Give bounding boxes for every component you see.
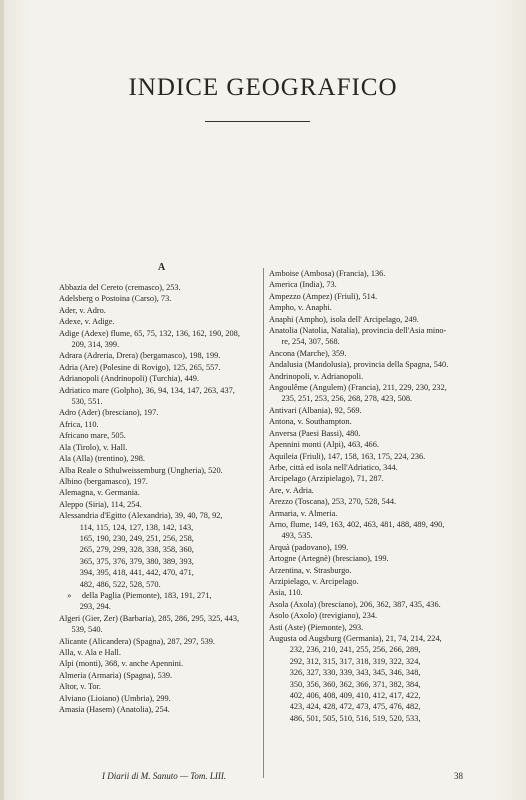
index-entry: Ampho, v. Anaphi. [269, 303, 332, 313]
index-entry: Adige (Adexe) flume, 65, 75, 132, 136, 162, 190, 208, [59, 328, 240, 338]
index-entry: Augusta od Augsburg (Germania), 21, 74, 214, 224, [269, 634, 442, 643]
index-entry: Africa, 110. [59, 419, 99, 429]
index-entry: Ampezzo (Ampez) (Friuli), 514. [269, 291, 378, 301]
index-entry: Alessandria d'Egitto (Alexandria), 39, 40, 78, 92, [59, 511, 223, 521]
index-column-left [59, 282, 259, 715]
index-entry: 232, 236, 210, 241, 255, 256, 266, 289, [269, 645, 421, 655]
index-entry: Amboise (Ambosa) (Francia), 136. [269, 269, 386, 278]
index-entry: 326, 327, 330, 339, 343, 345, 346, 348, [269, 668, 421, 678]
index-entry: Asolo (Axolo) (trevigiano), 234. [269, 611, 378, 621]
index-column-right [269, 268, 484, 724]
index-entry: Anversa (Paesi Bassi), 480. [269, 428, 361, 438]
index-entry: » della Paglia (Piemonte), 183, 191, 271, [59, 590, 212, 600]
index-entry: Adrianopoli (Andrinopoli) (Turchia), 449. [59, 374, 200, 384]
index-entry: Aleppo (Siria), 114, 254. [59, 499, 142, 509]
index-entry: Andalusia (Mandolusia), provincia della Spagna, 540. [269, 360, 449, 370]
index-entry: 114, 115, 124, 127, 138, 142, 143, [59, 522, 194, 532]
index-entry: re, 254, 307, 568. [269, 337, 340, 347]
index-entry: Albino (bergamasco), 197. [59, 476, 148, 486]
index-entry: 165, 190, 230, 249, 251, 256, 258, [59, 533, 194, 543]
index-entry: Angoulême (Angulem) (Francia), 211, 229, 230, 232, [269, 383, 447, 393]
index-entry: 482, 486, 522, 528, 570. [59, 579, 161, 589]
index-entry: Adriatico mare (Golpho), 36, 94, 134, 147, 263, 437, [59, 385, 235, 395]
index-entry: 293, 294. [59, 602, 111, 612]
index-entry: Alla, v. Ala e Hall. [59, 648, 121, 657]
index-entry: Arzentina, v. Strasburgo. [269, 565, 352, 575]
index-entry: 539, 540. [59, 625, 103, 635]
page-number: 38 [454, 771, 463, 781]
index-entry: 365, 375, 376, 379, 380, 389, 393, [59, 556, 194, 566]
index-entry: Ala (Tirolo), v. Hall. [59, 442, 128, 452]
index-entry: Adria (Are) (Polesine di Rovigo), 125, 265, 557. [59, 362, 221, 372]
index-entry: 402, 406, 408, 409, 410, 412, 417, 422, [269, 691, 421, 701]
index-entry: Antivari (Albania), 92, 569. [269, 405, 362, 415]
index-entry: 486, 501, 505, 510, 516, 519, 520, 533, [269, 713, 421, 723]
index-entry: Anaphi (Ampho), isola dell' Arcipelago, 249. [269, 314, 419, 324]
index-entry: Arbe, città ed isola nell'Adriatico, 344. [269, 462, 398, 472]
index-entry: Are, v. Adria. [269, 485, 314, 495]
index-entry: 394, 395, 418, 441, 442, 470, 471, [59, 568, 194, 578]
index-entry: Apennini monti (Alpi), 463, 466. [269, 440, 379, 450]
index-entry: Arno, flume, 149, 163, 402, 463, 481, 488, 489, 490, [269, 519, 445, 529]
index-entry: Arcipelago (Arzipielago), 71, 287. [269, 474, 384, 484]
index-entry: Anatolia (Natolia, Natalia), provincia dell'Asia mino- [269, 326, 447, 336]
index-entry: Asti (Aste) (Piemonte), 293. [269, 622, 364, 632]
index-entry: Alpi (monti), 368, v. anche Apennini. [59, 659, 184, 669]
index-entry: Adrara (Adreria, Drera) (bergamasco), 198, 199. [59, 351, 221, 361]
index-entry: Asola (Axola) (bresciano), 206, 362, 387, 435, 436. [269, 599, 441, 609]
index-entry: Ader, v. Adro. [59, 305, 106, 315]
index-entry: Alba Reale o Sthulweissemburg (Ungheria), 520. [59, 465, 223, 475]
page-spine-edge [0, 0, 4, 800]
index-entry: Arezzo (Toscana), 253, 270, 528, 544. [269, 497, 397, 507]
index-entry: 235, 251, 253, 256, 268, 278, 423, 508. [269, 394, 413, 404]
page-title: INDICE GEOGRAFICO [128, 74, 398, 101]
index-entry: 493, 535. [269, 531, 313, 541]
index-entry: Abbazia del Cereto (cremasco), 253. [59, 283, 181, 292]
index-entry: Adro (Ader) (bresciano), 197. [59, 408, 159, 418]
index-entry: Algeri (Gier, Zer) (Barbaria), 285, 286, 295, 325, 443, [59, 613, 240, 623]
index-entry: 209, 314, 399. [59, 340, 120, 350]
index-entry: Aquileia (Friuli), 147, 158, 163, 175, 224, 236. [269, 451, 426, 461]
index-entry: Altor, v. Tor. [59, 682, 101, 692]
footer-signature: I Diarii di M. Sanuto — Tom. LIII. [102, 771, 227, 781]
index-entry: Ancona (Marche), 359. [269, 348, 347, 358]
index-entry: Andrinopoli, v. Adrianopoli. [269, 371, 364, 381]
index-entry: Amasia (Hasem) (Anatolia), 254. [59, 705, 170, 715]
index-entry: Africano mare, 505. [59, 431, 126, 441]
index-entry: 265, 279, 299, 328, 338, 358, 360, [59, 545, 194, 555]
section-letter: A [158, 262, 166, 273]
index-entry: Alviano (Lioiano) (Umbria), 299. [59, 693, 171, 703]
index-entry: America (India), 73. [269, 280, 337, 290]
index-entry: 530, 551. [59, 397, 103, 407]
index-entry: 350, 356, 360, 362, 366, 371, 382, 384, [269, 679, 421, 689]
index-entry: 423, 424, 428, 472, 473, 475, 476, 482, [269, 702, 421, 712]
index-entry: 292, 312, 315, 317, 318, 319, 322, 324, [269, 656, 421, 666]
index-entry: Adexe, v. Adige. [59, 317, 115, 327]
index-entry: Artogne (Artegnè) (bresciano), 199. [269, 554, 389, 564]
index-entry: Arquà (padovano), 199. [269, 542, 349, 552]
index-entry: Ala (Alla) (trentino), 298. [59, 454, 145, 464]
index-entry: Armaria, v. Almeria. [269, 508, 338, 518]
column-separator [263, 268, 264, 778]
index-entry: Adelsberg o Postoina (Carso), 73. [59, 294, 172, 304]
index-entry: Alemagna, v. Germania. [59, 488, 140, 498]
index-entry: Asia, 110. [269, 588, 303, 598]
index-entry: Almeria (Armaria) (Spagna), 539. [59, 670, 173, 680]
index-entry: Arzipielago, v. Arcipelago. [269, 576, 359, 586]
title-rule [205, 121, 310, 122]
index-entry: Alicante (Alicandera) (Spagna), 287, 297, 539. [59, 636, 215, 646]
index-entry: Antona, v. Southampton. [269, 417, 352, 427]
